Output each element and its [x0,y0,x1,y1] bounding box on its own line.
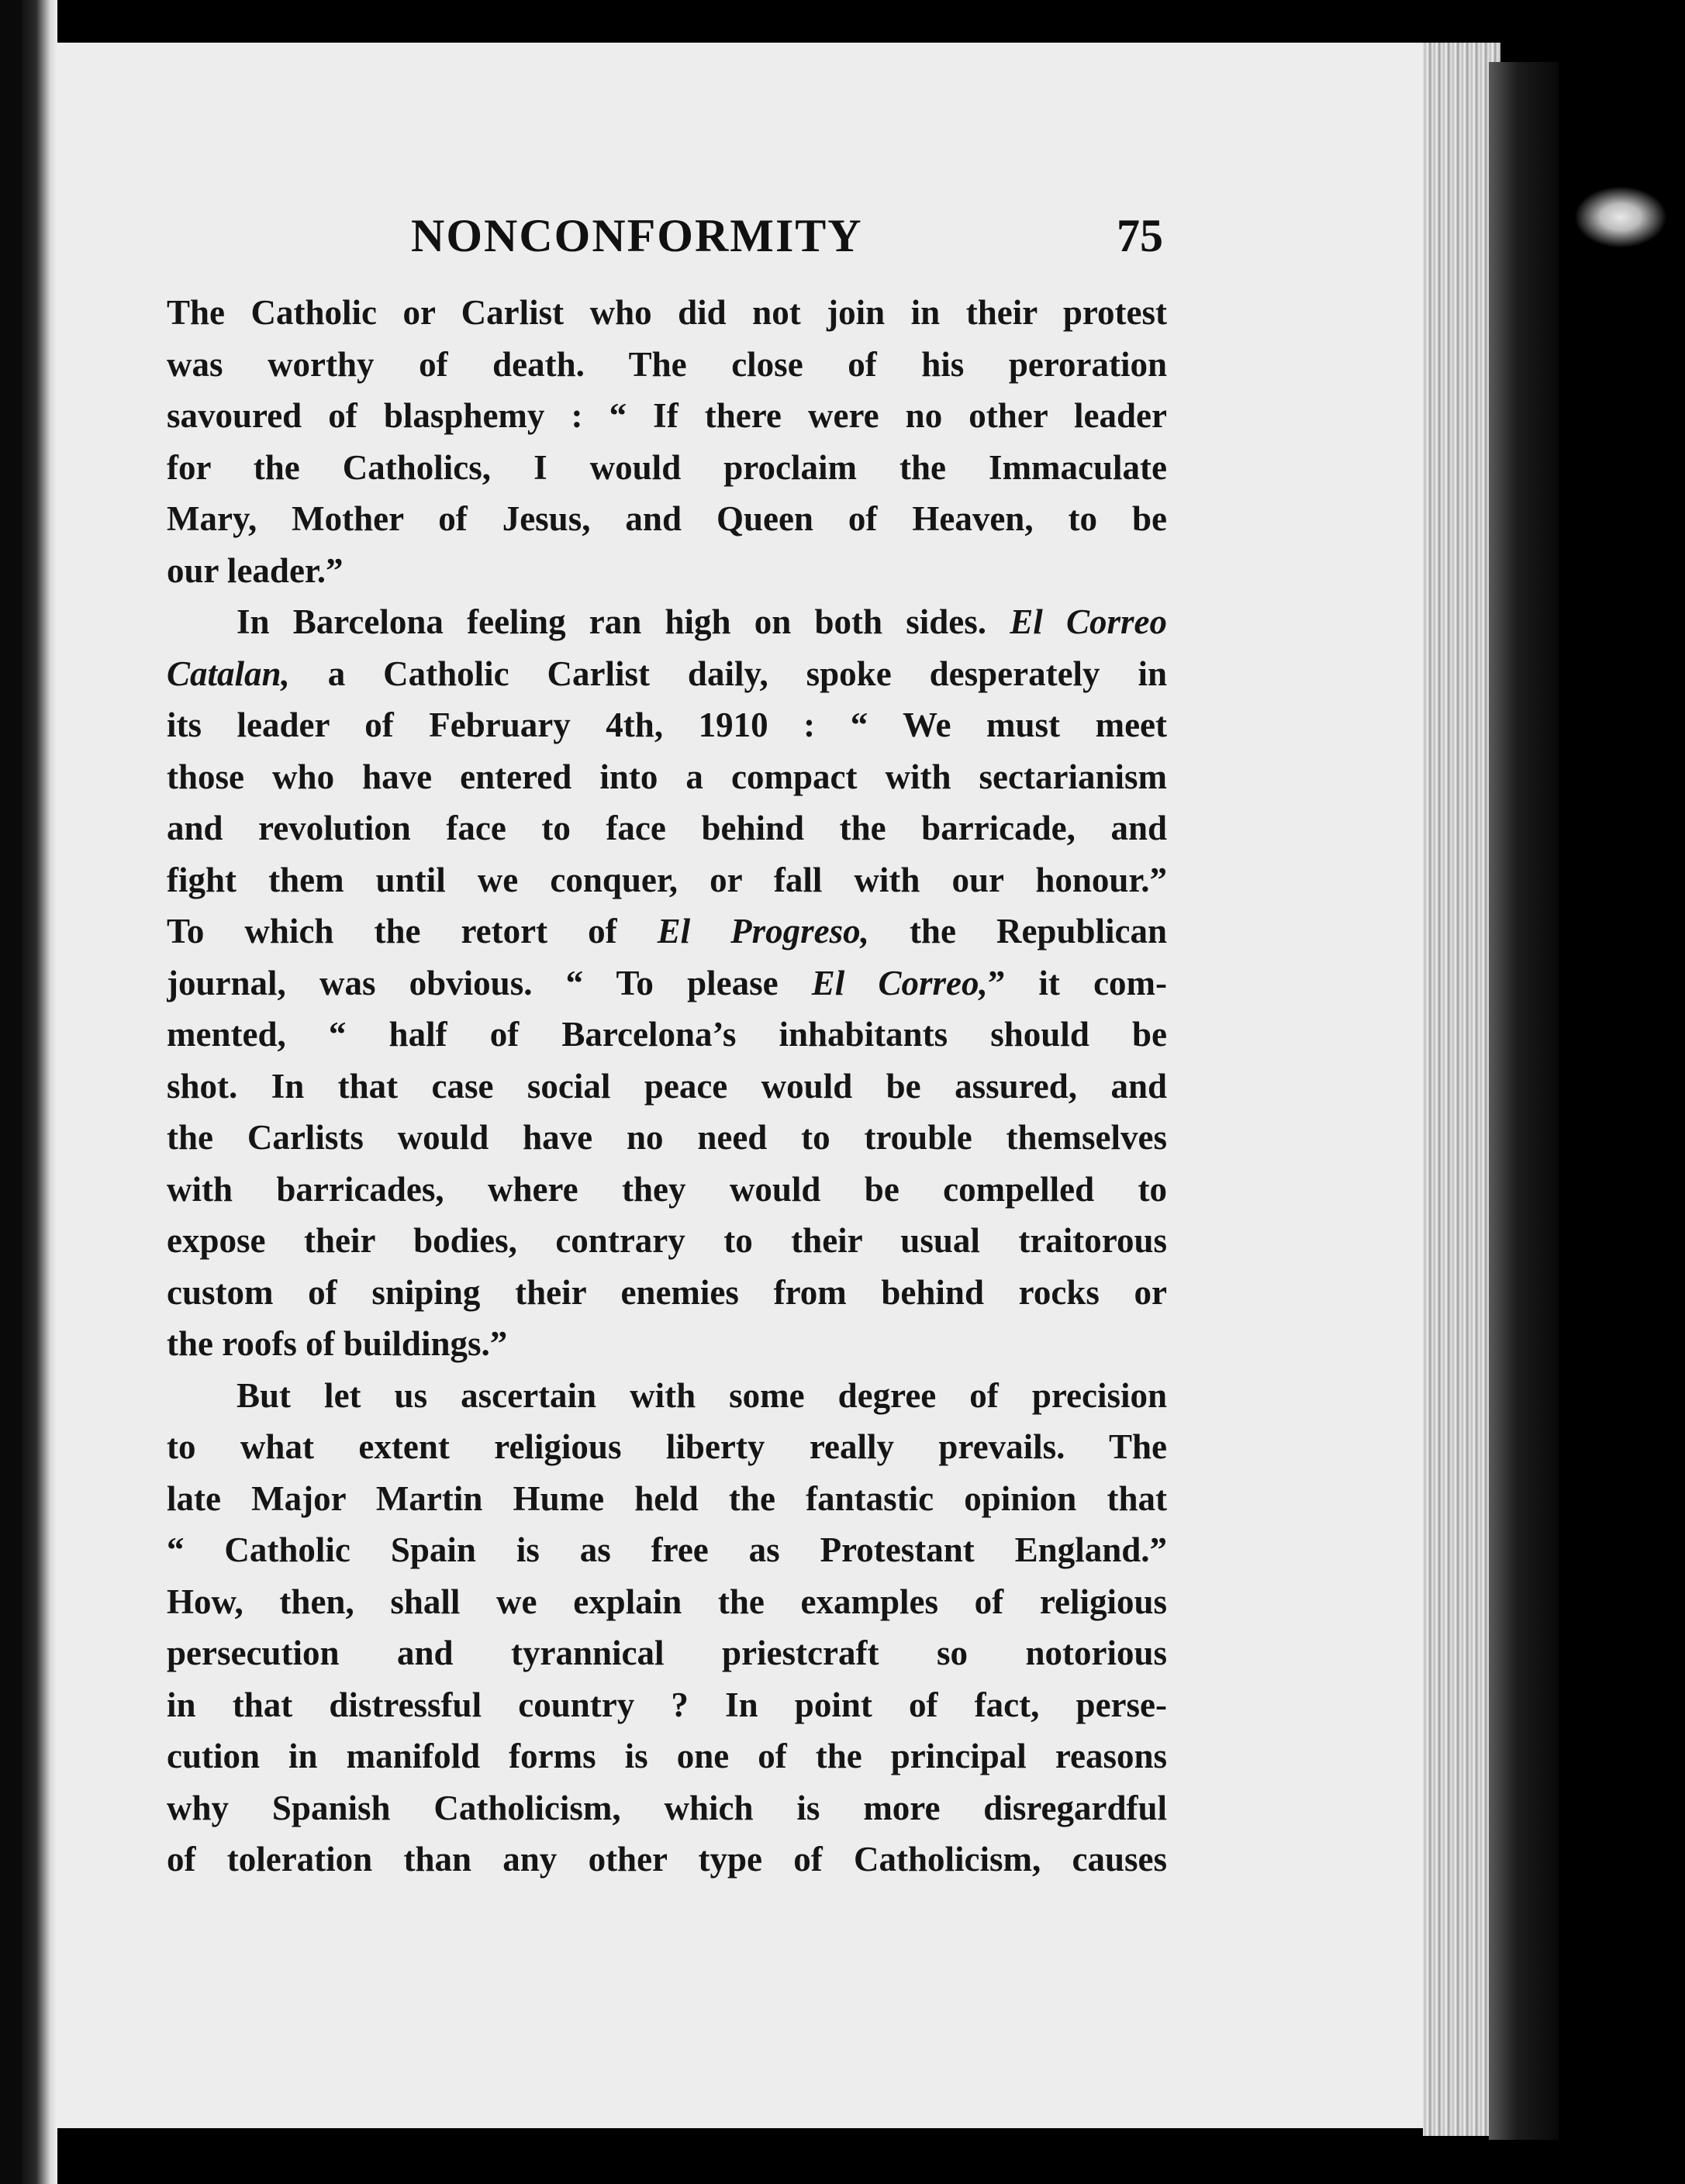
text-line: for the Catholics, I would proclaim the Immaculate [167,447,1167,487]
text-line: Mary, Mother of Jesus, and Queen of Heaven, to be [167,499,1167,538]
text-line: was worthy of death. The close of his peroration [167,344,1167,384]
text-line: with barricades, where they would be compelled to [167,1169,1167,1209]
italic-title: Catalan, [167,654,290,693]
text-line: the Carlists would have no need to trouble themselves [167,1118,1167,1157]
text-line: mented, “ half of Barcelona’s inhabitants should be [167,1015,1167,1054]
text-line: and revolution face to face behind the barricade, and [167,809,1167,847]
facing-page-edge [22,0,57,2184]
text-line: fight them until we conquer, or fall with our honour.” [167,860,1167,899]
italic-title: El Progreso, [657,912,869,951]
text-line: our leader.” [167,550,344,590]
text-line: in that distressful country ? In point of fact, perse- [167,1685,1167,1724]
text-line [167,957,1167,1009]
text-run: ” it com- [987,963,1167,1002]
text-run: journal, was obvious. “ To please [167,963,779,1002]
text-line: expose their bodies, contrary to their usual traitorous [167,1221,1167,1260]
text-line: why Spanish Catholicism, which is more disregardful [167,1788,1167,1827]
text-line [167,906,1167,957]
text-line: “ Catholic Spain is as free as Protestant England.” [167,1530,1167,1569]
text-line: cution in manifold forms is one of the principal reasons [167,1737,1167,1775]
text-line: its leader of February 4th, 1910 : “ We must meet [167,706,1167,744]
text-run: In Barcelona feeling ran high on both sides. [237,602,987,641]
text-line: to what extent religious liberty really prevails. The [167,1427,1167,1466]
text-line [167,596,1167,648]
text-run: a Catholic Carlist daily, spoke desperately in [327,654,1167,693]
text-line: persecution and tyrannical priestcraft so notorious [167,1634,1167,1672]
body-text [167,287,1167,1886]
italic-title: El Correo [1010,602,1167,641]
text-line: shot. In that case social peace would be assured, and [167,1066,1167,1106]
italic-title: El Correo, [811,963,988,1002]
text-run: the Republican [909,912,1167,951]
text-line: savoured of blasphemy : “ If there were no other leader [167,396,1167,435]
text-line: The Catholic or Carlist who did not join in their protest [167,293,1167,332]
book-cover-edge [1489,62,1559,2140]
text-line [167,648,1167,700]
text-line: late Major Martin Hume held the fantastic opinion that [167,1478,1167,1518]
text-line: How, then, shall we explain the examples of religious [167,1582,1167,1621]
text-line: of toleration than any other type of Catholicism, causes [167,1840,1167,1879]
text-line: But let us ascertain with some degree of precision [237,1375,1167,1415]
scan-artifact [1574,186,1667,248]
text-line: the roofs of buildings.” [167,1324,508,1363]
page-number: 75 [1117,210,1163,261]
running-header [178,209,1163,271]
text-line: those who have entered into a compact with sectarianism [167,757,1167,796]
text-run: To which the retort of [167,912,617,951]
text-line: custom of sniping their enemies from behind rocks or [167,1272,1167,1312]
running-title: NONCONFORMITY [411,210,863,261]
